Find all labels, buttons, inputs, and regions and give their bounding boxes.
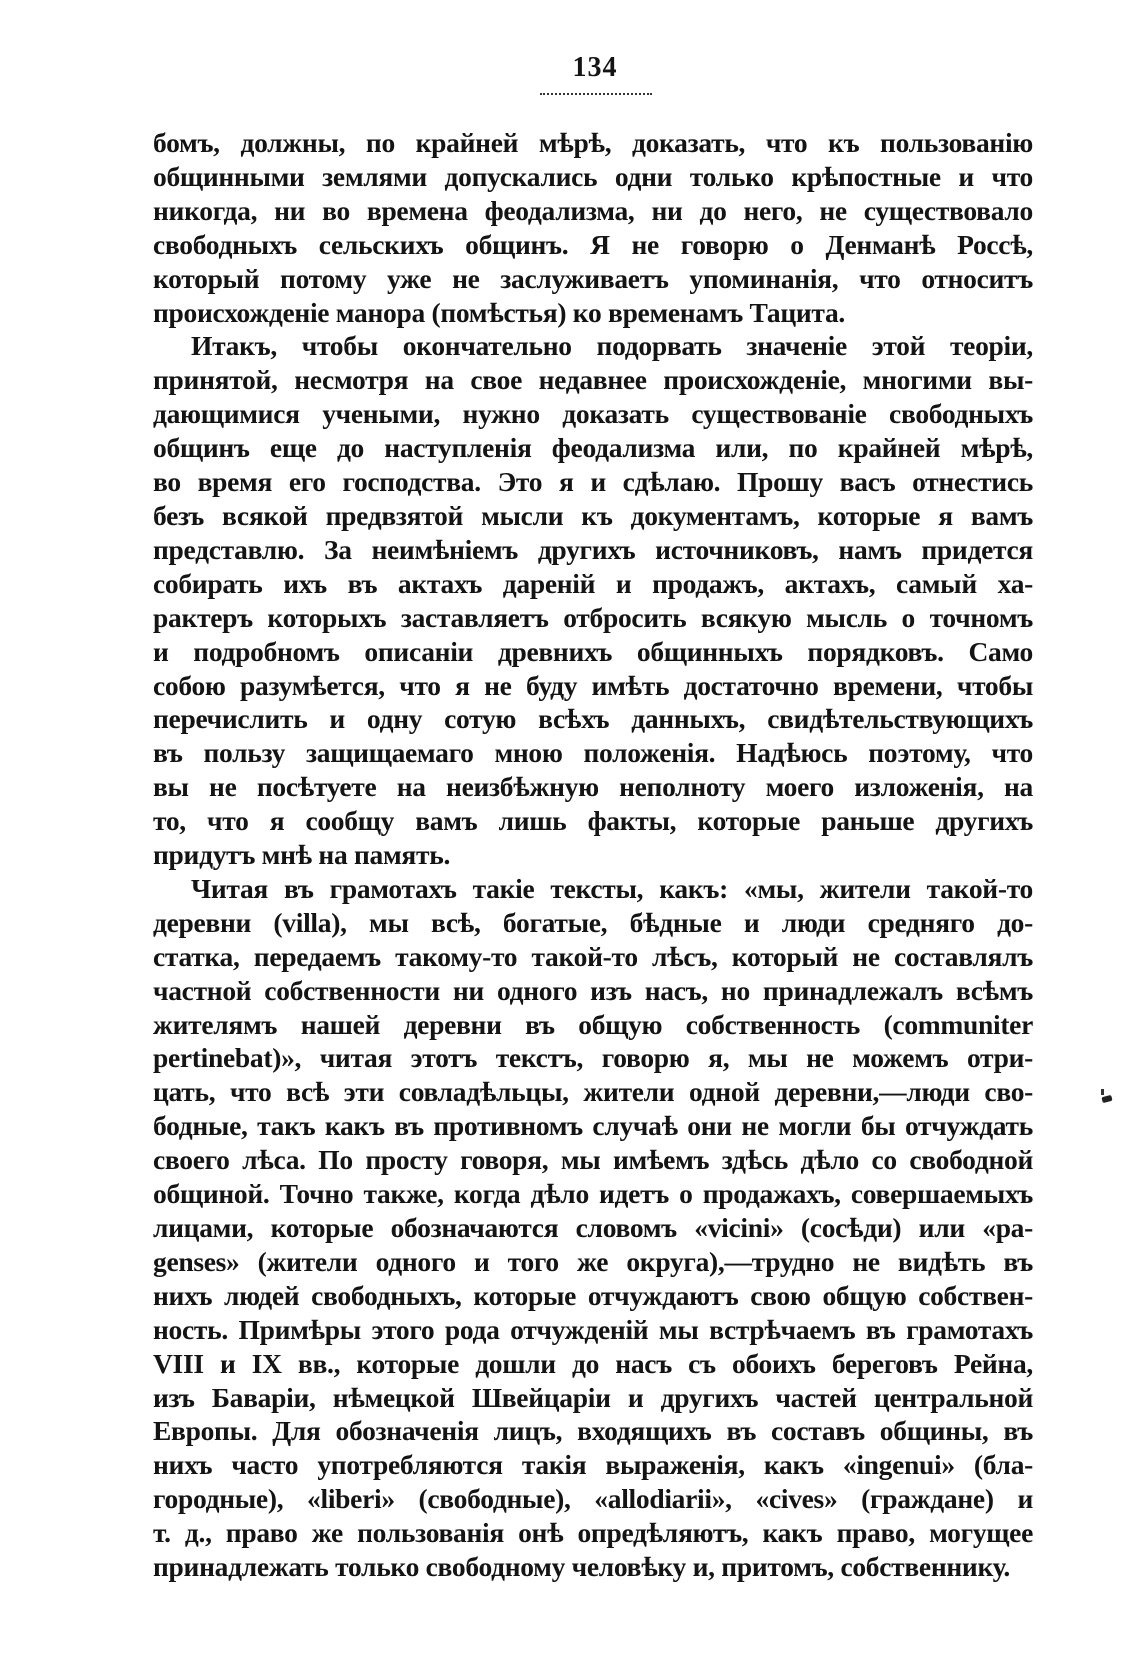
text-line: принадлежать только свободному человѣку и, притомъ, собственнику. [153, 1551, 1010, 1583]
text-line: частной собственности ни одного изъ насъ, но принадлежалъ всѣмъ [153, 974, 1033, 1006]
text-line: нихъ людей свободныхъ, которые отчуждаютъ свою общую собствен- [153, 1279, 1033, 1311]
text-line: жителямъ нашей деревни въ общую собственность (communiter [153, 1008, 1033, 1040]
text-line: Европы. Для обозначенія лицъ, входящихъ въ составъ общины, въ [153, 1415, 1033, 1447]
text-line: никогда, ни во времена феодализма, ни до него, не существовало [153, 194, 1033, 226]
text-line: pertinebat)», читая этотъ текстъ, говорю я, мы не можемъ отри- [153, 1042, 1033, 1074]
text-line: который потому уже не заслуживаетъ упоминанія, что относитъ [153, 262, 1033, 294]
text-line: Читая въ грамотахъ такіе тексты, какъ: «мы, жители такой-то [191, 872, 1033, 904]
page-number-rule [540, 93, 652, 95]
text-line: то, что я сообщу вамъ лишь факты, которые раньше другихъ [153, 805, 1033, 837]
text-line: общинными землями допускались одни только крѣпостные и что [153, 160, 1033, 192]
text-line: деревни (villa), мы всѣ, богатые, бѣдные и люди средняго до- [153, 906, 1033, 938]
text-line: своего лѣса. По просту говоря, мы имѣемъ здѣсь дѣло со свободной [153, 1144, 1033, 1176]
text-line: собою разумѣется, что я не буду имѣть достаточно времени, чтобы [153, 669, 1033, 701]
text-line: рактеръ которыхъ заставляетъ отбросить всякую мысль о точномъ [153, 601, 1033, 633]
page-number: 134 [572, 52, 618, 83]
text-line: цать, что всѣ эти совладѣльцы, жители одной деревни,—люди сво- [153, 1076, 1033, 1108]
text-line: городные), «liberi» (свободные), «allodiarii», «cives» (граждане) и [153, 1483, 1033, 1515]
text-line: безъ всякой предвзятой мысли къ документамъ, которые я вамъ [153, 499, 1033, 531]
margin-ink-speck [1101, 1095, 1112, 1103]
text-line: во время его господства. Это я и сдѣлаю. Прошу васъ отнестись [153, 466, 1033, 498]
text-line: въ пользу защищаемаго мною положенія. Надѣюсь поэтому, что [153, 737, 1033, 769]
text-line: общиной. Точно также, когда дѣло идетъ о продажахъ, совершаемыхъ [153, 1178, 1033, 1210]
margin-ink-speck [1101, 1089, 1104, 1095]
text-line: принятой, несмотря на свое недавнее происхожденіе, многими вы- [153, 364, 1033, 396]
text-line: genses» (жители одного и того же округа),—трудно не видѣть въ [153, 1245, 1033, 1277]
text-line: происхожденіе манора (помѣстья) ко временамъ Тацита. [153, 296, 846, 328]
text-line: свободныхъ сельскихъ общинъ. Я не говорю о Денманѣ Россѣ, [153, 228, 1033, 260]
text-line: собирать ихъ въ актахъ дареній и продажъ, актахъ, самый ха- [153, 567, 1033, 599]
text-line: ность. Примѣры этого рода отчужденій мы встрѣчаемъ въ грамотахъ [153, 1313, 1033, 1345]
text-line: и подробномъ описаніи древнихъ общинныхъ порядковъ. Само [153, 635, 1033, 667]
text-line: представлю. За неимѣніемъ другихъ источниковъ, намъ придется [153, 533, 1033, 565]
text-line: изъ Баваріи, нѣмецкой Швейцаріи и другихъ частей центральной [153, 1381, 1033, 1413]
text-line: вы не посѣтуете на неизбѣжную неполноту моего изложенія, на [153, 771, 1033, 803]
text-line: нихъ часто употребляются такія выраженія, какъ «ingenui» (бла- [153, 1449, 1033, 1481]
text-line: т. д., право же пользованія онѣ опредѣляютъ, какъ право, могущее [153, 1517, 1033, 1549]
text-line: общинъ еще до наступленія феодализма или, по крайней мѣрѣ, [153, 432, 1033, 464]
text-line: бодные, такъ какъ въ противномъ случаѣ они не могли бы отчуждать [153, 1110, 1033, 1142]
text-line: VIII и IX вв., которые дошли до насъ съ обоихъ береговъ Рейна, [153, 1347, 1033, 1379]
text-line: дающимися учеными, нужно доказать существованіе свободныхъ [153, 398, 1033, 430]
text-line: бомъ, должны, по крайней мѣрѣ, доказать, что къ пользованію [153, 127, 1033, 158]
text-line: перечислить и одну сотую всѣхъ данныхъ, свидѣтельствующихъ [153, 703, 1033, 735]
text-line: статка, передаемъ такому-то такой-то лѣсъ, который не составлялъ [153, 940, 1033, 972]
body-text [153, 126, 1033, 1584]
text-line: лицами, которые обозначаются словомъ «vicini» (сосѣди) или «pa- [153, 1212, 1033, 1243]
text-line: придутъ мнѣ на память. [153, 839, 451, 871]
text-line: Итакъ, чтобы окончательно подорвать значеніе этой теоріи, [191, 330, 1033, 362]
